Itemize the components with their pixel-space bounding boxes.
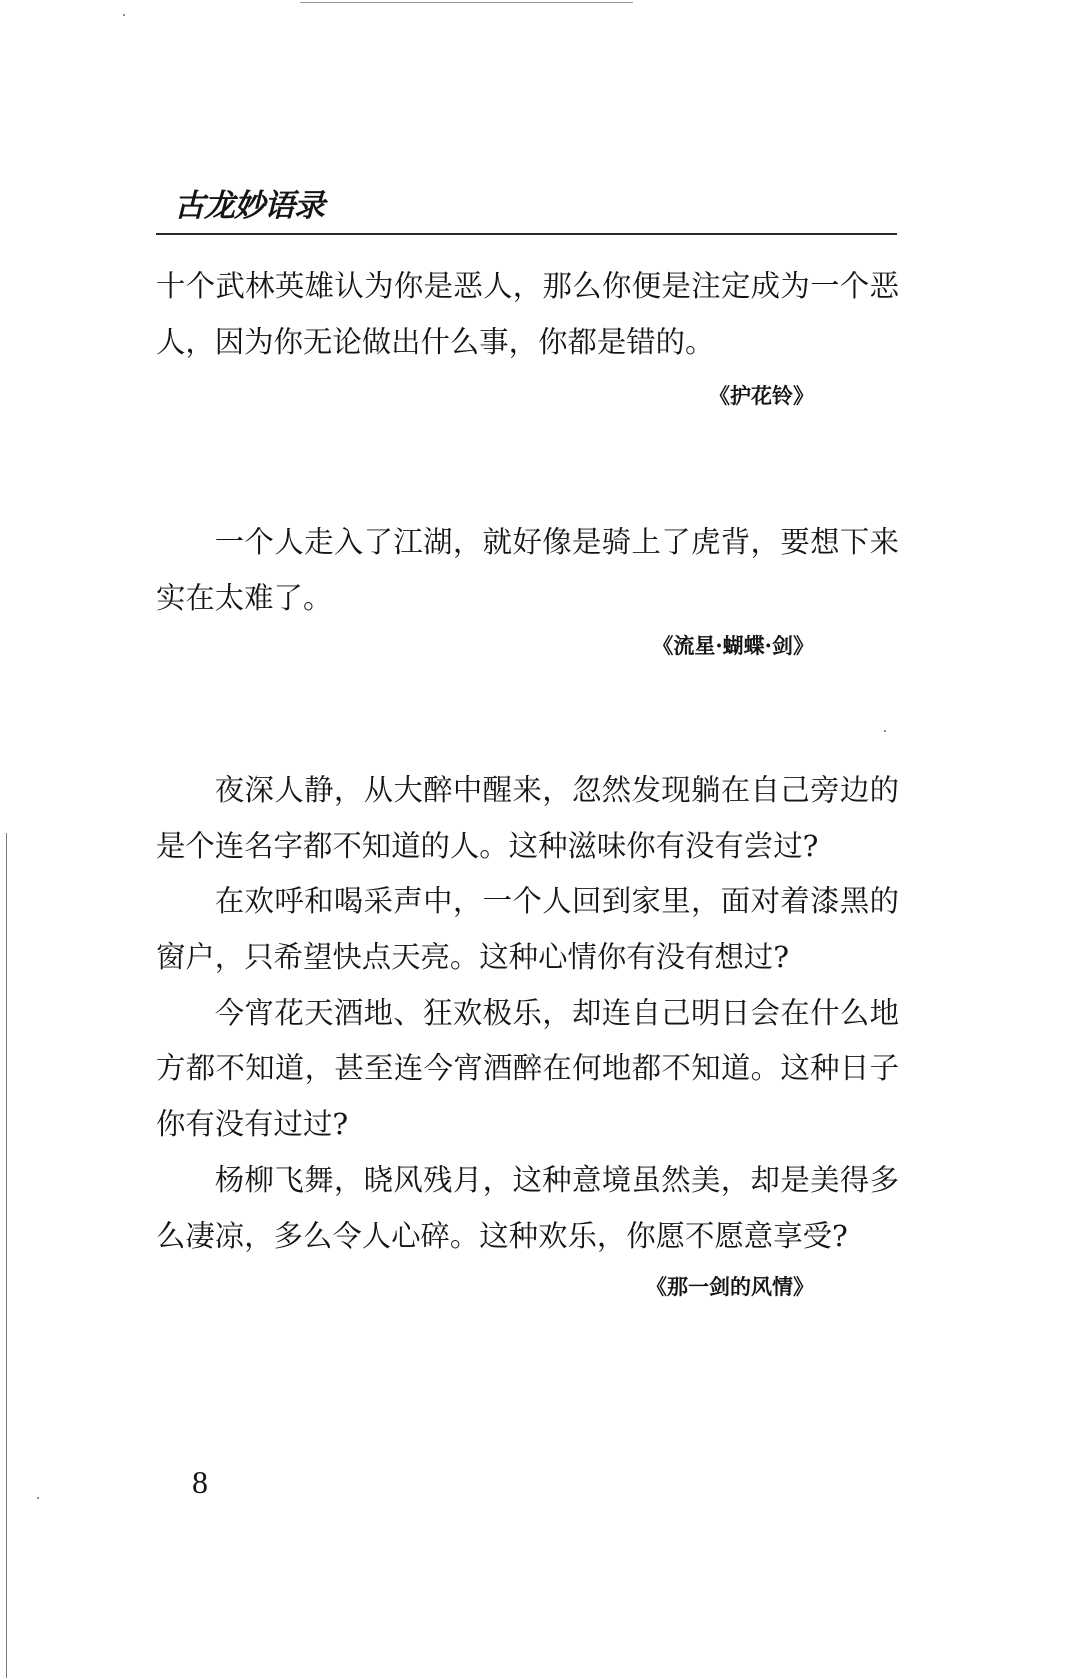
text-line: 是个连名字都不知道的人。这种滋味你有没有尝过? [156,828,819,863]
quote-section [156,763,899,1264]
paragraph [156,1153,899,1264]
scan-speck [123,14,125,16]
text-line: 夜深人静，从大醉中醒来，忽然发现躺在自己旁边的 [214,773,899,807]
source-citation: 《护花铃》 [709,383,814,408]
text-line: 今宵花天酒地、狂欢极乐，却连自己明日会在什么地 [214,995,899,1030]
scan-speck [884,730,886,732]
text-line: 方都不知道，甚至连今宵酒醉在何地都不知道。这种日子 [156,1051,899,1086]
text-line: 一个人走入了江湖，就好像是骑上了虎背，要想下来 [214,525,899,559]
paragraph [156,986,899,1153]
scan-edge-line-top [300,2,633,3]
text-line: 杨柳飞舞，晓风残月，这种意境虽然美，却是美得多 [214,1162,899,1197]
quote-section [156,259,899,370]
text-line: 实在太难了。 [156,580,333,615]
text-line: 人，因为你无论做出什么事，你都是错的。 [156,324,715,359]
scan-speck [37,1497,39,1499]
source-citation: 《那一剑的风情》 [646,1274,814,1299]
text-line: 窗户，只希望快点天亮。这种心情你有没有想过? [156,940,789,975]
scan-edge-line-left [6,833,7,1678]
paragraph [156,259,899,370]
paragraph [156,874,899,985]
running-header-title: 古龙妙语录 [174,188,324,224]
text-line: 么凄凉，多么令人心碎。这种欢乐，你愿不愿意享受? [156,1218,848,1253]
source-citation: 《流星·蝴蝶·剑》 [652,633,814,658]
quote-section [156,515,899,626]
paragraph [156,515,899,626]
text-line: 你有没有过过? [156,1107,349,1142]
header-rule [156,233,897,235]
text-line: 在欢呼和喝采声中，一个人回到家里，面对着漆黑的 [214,884,899,919]
text-line: 十个武林英雄认为你是恶人，那么你便是注定成为一个恶 [156,269,899,303]
paragraph [156,763,899,874]
page-number: 8 [192,1464,208,1500]
